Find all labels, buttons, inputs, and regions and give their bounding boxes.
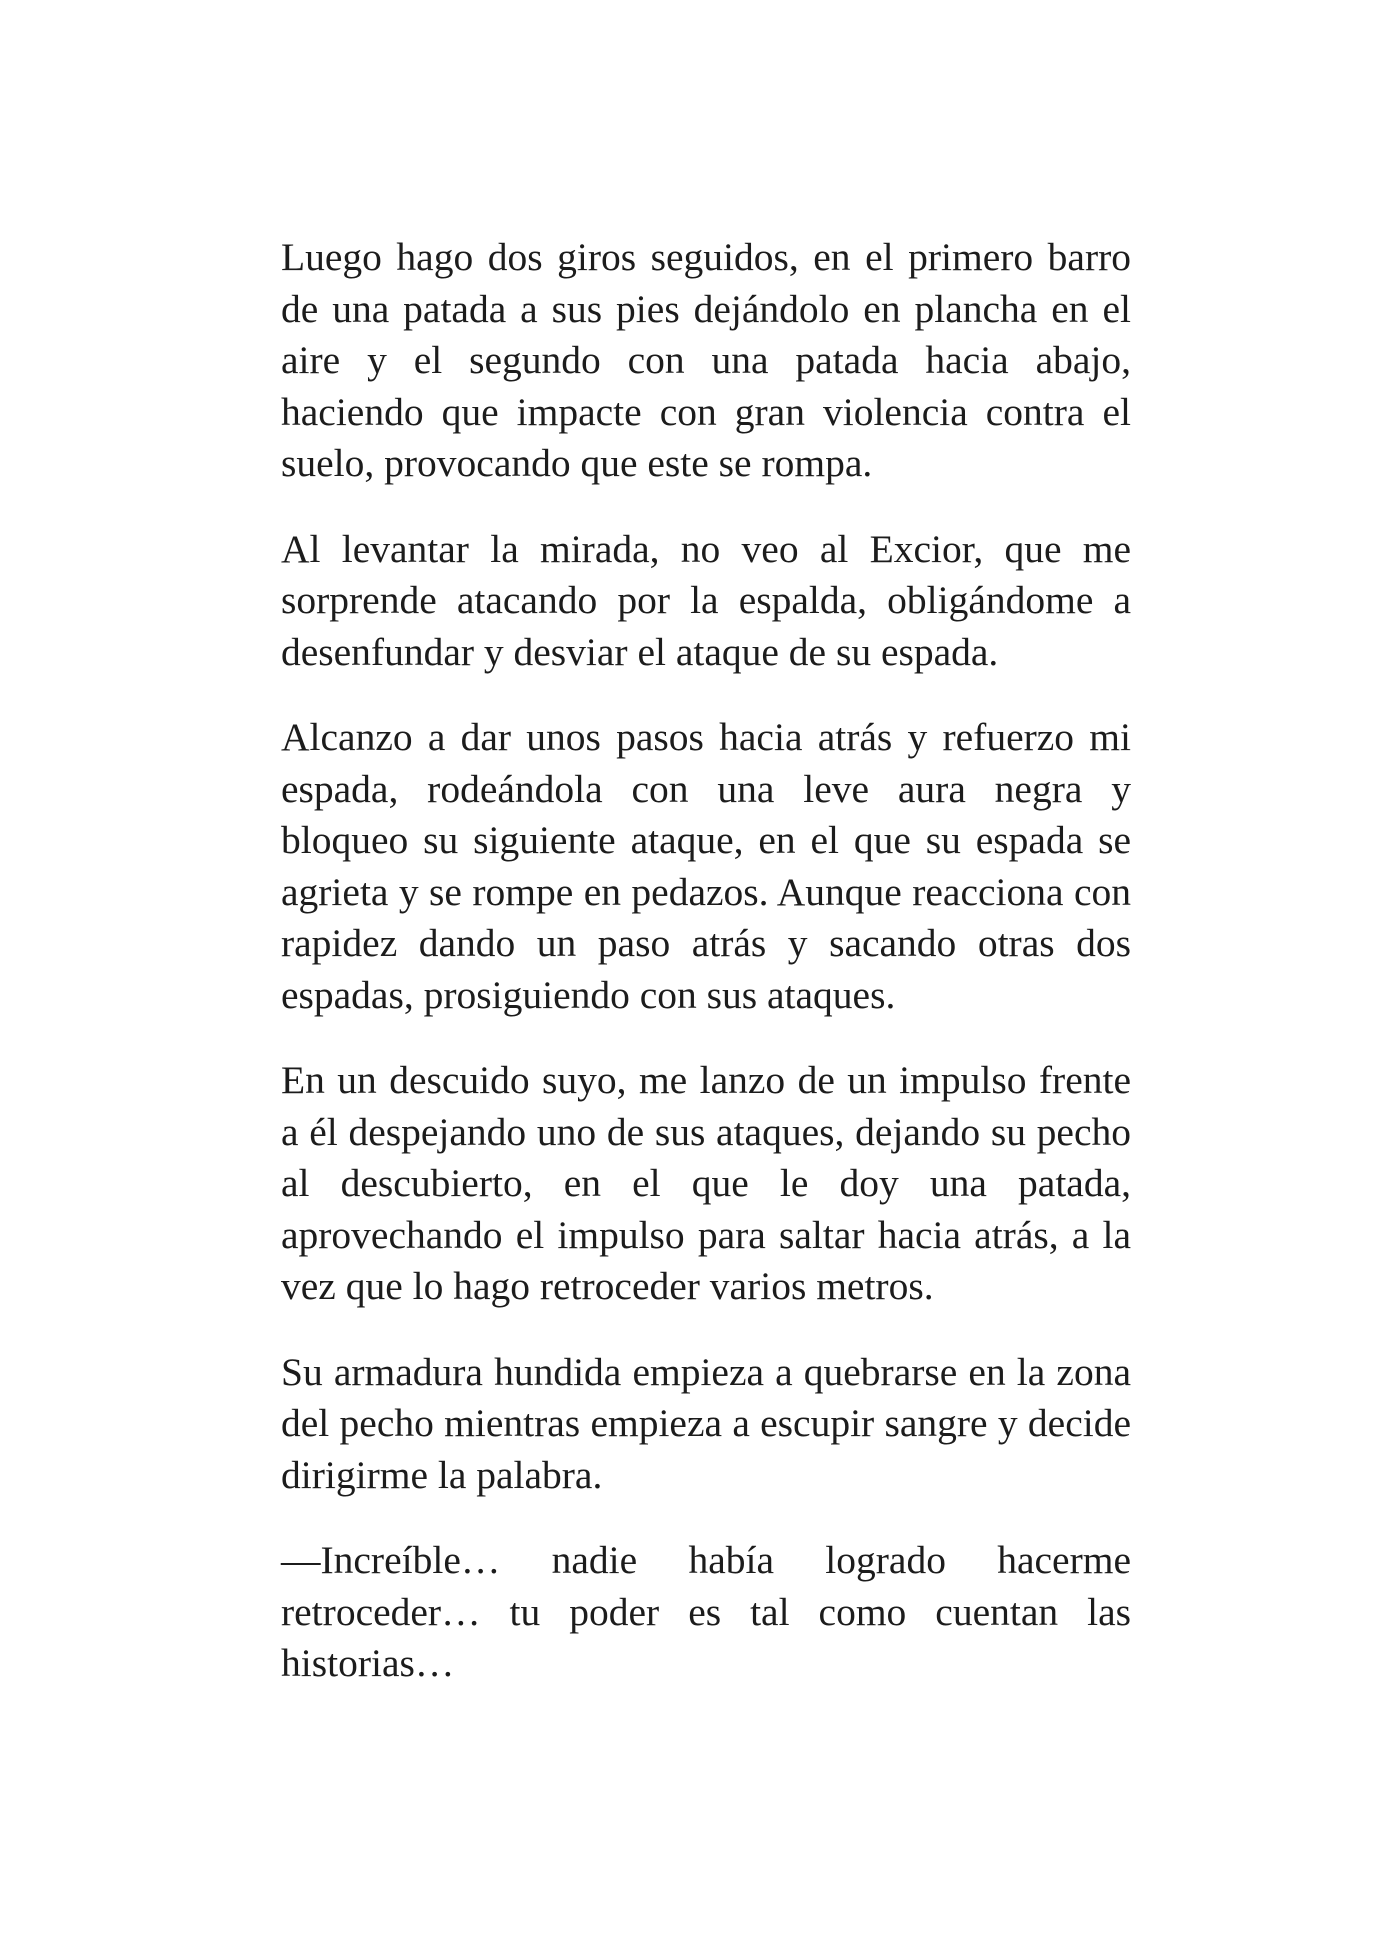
paragraph-4: En un descuido suyo, me lanzo de un impulso frente a él despejando uno de sus ataques, dejando su pecho al descubierto, en el que le doy una patada, aprovechando el impulso para saltar hacia atrás, a la vez que lo hago retroceder varios metros. xyxy=(281,1058,1131,1308)
paragraph-5: Su armadura hundida empieza a quebrarse en la zona del pecho mientras empieza a escupir sangre y decide dirigirme la palabra. xyxy=(281,1349,1131,1497)
dialogue-paragraph: —Increíble… nadie había logrado hacerme retroceder… tu poder es tal como cuentan las historias… xyxy=(281,1538,1131,1685)
paragraph-1: Luego hago dos giros seguidos, en el primero barro de una patada a sus pies dejándolo en plancha en el aire y el segundo con una patada hacia abajo, haciendo que impacte con gran violencia contra el suelo, provocando que este se rompa. xyxy=(281,235,1131,485)
paragraph-2: Al levantar la mirada, no veo al Excior, que me sorprende atacando por la espalda, obligándome a desenfundar y desviar el ataque de su espada. xyxy=(281,526,1131,674)
page-text xyxy=(281,232,1131,1690)
paragraph-3: Alcanzo a dar unos pasos hacia atrás y refuerzo mi espada, rodeándola con una leve aura negra y bloqueo su siguiente ataque, en el que su espada se agrieta y se rompe en pedazos. Aunque reacciona con rapidez dando un paso atrás y sacando otras dos espadas, prosiguiendo con sus ataques. xyxy=(281,715,1131,1017)
